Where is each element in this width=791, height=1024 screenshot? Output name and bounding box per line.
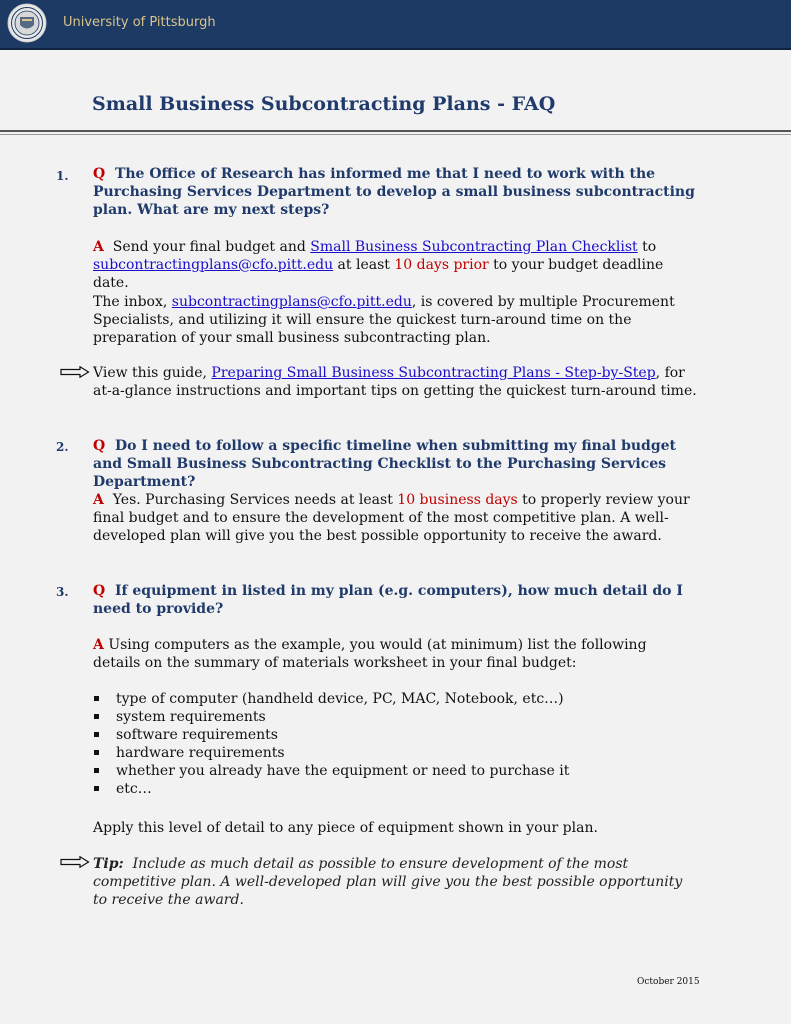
- a-label: A: [93, 492, 104, 508]
- faq-item-1: [93, 165, 698, 219]
- answer-text: to properly review your final budget and to ensure the development of the most competitive plan. A well-developed plan will give you the best possible opportunity to receive the award.: [93, 492, 690, 544]
- list-item-text: hardware requirements: [116, 745, 285, 761]
- page-title: Small Business Subcontracting Plans - FAQ: [92, 93, 556, 115]
- question-text: Do I need to follow a specific timeline when submitting my final budget and Small Business Subcontracting Checklist to the Purchasing Services Department?: [93, 438, 676, 490]
- faq-item-3: [93, 582, 698, 618]
- inbox-text: The inbox,: [93, 294, 172, 310]
- inbox-text: , is covered by multiple Procurement Specialists, and utilizing it will ensure the quickest turn-around time on the preparation of your small business subcontracting plan.: [93, 294, 675, 346]
- university-seal-icon: [7, 3, 47, 43]
- inbox-email-link[interactable]: subcontractingplans@cfo.pitt.edu: [171, 294, 412, 310]
- answer-text: to your budget deadline date.: [93, 257, 664, 291]
- tip-label: Tip:: [93, 856, 124, 872]
- checklist-link[interactable]: Small Business Subcontracting Plan Checklist: [310, 239, 638, 255]
- list-item-text: whether you already have the equipment or need to purchase it: [116, 763, 570, 779]
- question-text: If equipment in listed in my plan (e.g. computers), how much detail do I need to provide?: [93, 583, 683, 617]
- list-item: [93, 744, 698, 762]
- faq-answer-1: [93, 238, 698, 292]
- faq-question-3: [93, 582, 698, 618]
- faq-answer-2: [93, 491, 698, 545]
- arrow-right-icon: [60, 856, 90, 868]
- faq-number-2: 2.: [56, 440, 69, 454]
- apply-text: Apply this level of detail to any piece of equipment shown in your plan.: [93, 820, 598, 836]
- answer-text: Using computers as the example, you would (at minimum) list the following details on the summary of materials worksheet in your final budget:: [93, 637, 647, 671]
- list-item: [93, 708, 698, 726]
- guide-text: , for at-a-glance instructions and important tips on getting the quickest turn-around time.: [93, 365, 697, 399]
- deadline-highlight: 10 days prior: [394, 257, 489, 273]
- details-list: [93, 690, 698, 798]
- tip-text: Include as much detail as possible to ensure development of the most competitive plan. A well-developed plan will give you the best possible opportunity to receive the award.: [93, 856, 683, 908]
- bullet-square-icon: [94, 714, 99, 719]
- list-item: [93, 780, 698, 798]
- faq-item-2: [93, 437, 698, 491]
- university-name: University of Pittsburgh: [63, 15, 216, 30]
- answer-text: at least: [333, 257, 395, 273]
- title-divider-thin: [0, 134, 791, 135]
- list-item-text: etc…: [116, 781, 152, 797]
- faq-number-3: 3.: [56, 585, 69, 599]
- list-item-text: software requirements: [116, 727, 278, 743]
- list-item-text: system requirements: [116, 709, 266, 725]
- list-item: [93, 726, 698, 744]
- header-bar: [0, 0, 791, 50]
- arrow-right-icon: [60, 366, 90, 378]
- bullet-square-icon: [94, 750, 99, 755]
- apply-note: [93, 819, 698, 837]
- faq-answer-3: [93, 636, 698, 672]
- email-link[interactable]: subcontractingplans@cfo.pitt.edu: [93, 257, 334, 273]
- faq-question-1: [93, 165, 698, 219]
- bullet-square-icon: [94, 786, 99, 791]
- guide-link[interactable]: Preparing Small Business Subcontracting Plans - Step-by-Step: [211, 365, 656, 381]
- faq-guide-note: [93, 364, 698, 400]
- question-text: The Office of Research has informed me that I need to work with the Purchasing Services Department to develop a small business subcontracting plan. What are my next steps?: [93, 166, 695, 218]
- tip-note: [93, 855, 698, 909]
- bullet-square-icon: [94, 768, 99, 773]
- list-item: [93, 762, 698, 780]
- guide-text: View this guide,: [93, 365, 212, 381]
- bullet-square-icon: [94, 696, 99, 701]
- a-label: A: [93, 637, 104, 653]
- q-label: Q: [93, 583, 106, 599]
- answer-text: Send your final budget and: [112, 239, 311, 255]
- faq-question-2: [93, 437, 698, 491]
- q-label: Q: [93, 438, 106, 454]
- title-divider: [0, 130, 791, 132]
- faq-inbox-note: [93, 293, 698, 347]
- bullet-square-icon: [94, 732, 99, 737]
- answer-text: Yes. Purchasing Services needs at least: [112, 492, 398, 508]
- faq-number-1: 1.: [56, 169, 69, 183]
- business-days-highlight: 10 business days: [397, 492, 518, 508]
- footer-date: October 2015: [637, 977, 700, 987]
- list-item: [93, 690, 698, 708]
- a-label: A: [93, 239, 104, 255]
- q-label: Q: [93, 166, 106, 182]
- answer-text: to: [637, 239, 657, 255]
- list-item-text: type of computer (handheld device, PC, MAC, Notebook, etc…): [116, 691, 564, 707]
